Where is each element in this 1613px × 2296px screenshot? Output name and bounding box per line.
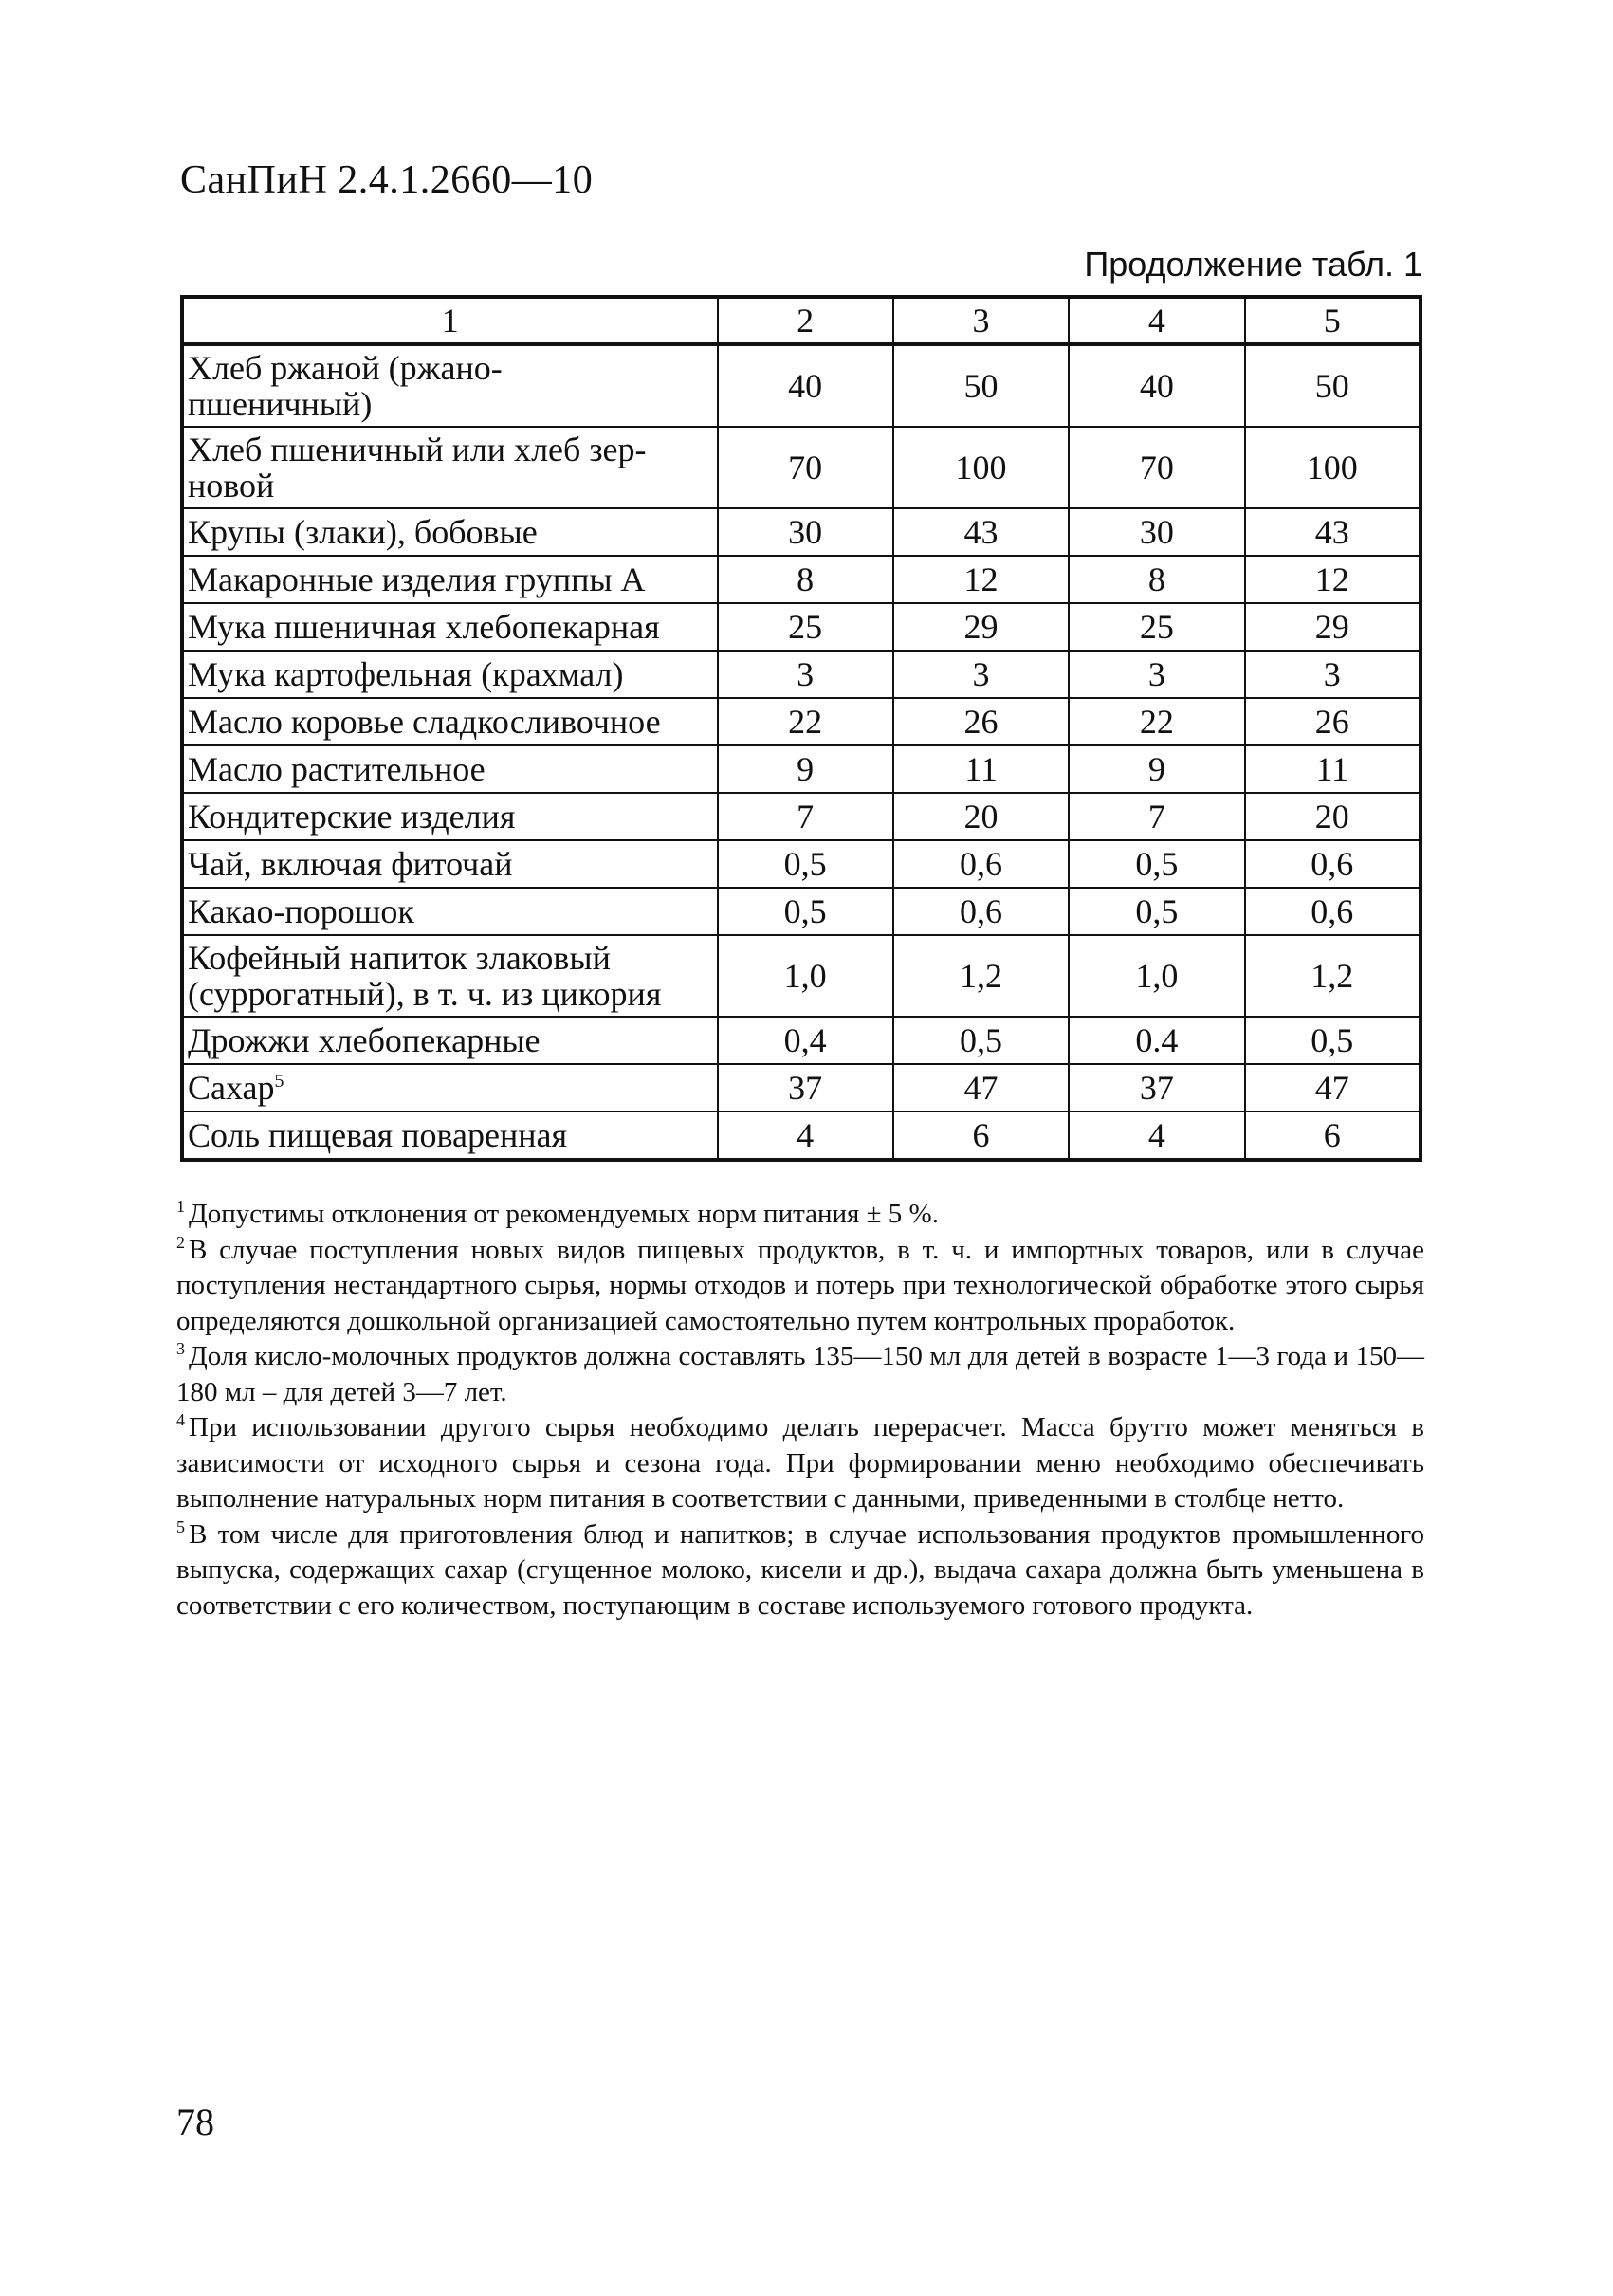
value-cell-col-5: 12 — [1245, 556, 1421, 603]
value-cell-col-3: 12 — [893, 556, 1069, 603]
value-cell-col-4: 22 — [1069, 698, 1244, 745]
footnote — [176, 1410, 1424, 1517]
value-cell-col-5: 43 — [1245, 508, 1421, 556]
value-cell-col-4: 4 — [1069, 1111, 1244, 1160]
value-cell-col-2: 25 — [718, 603, 893, 651]
value-cell-col-5: 47 — [1245, 1064, 1421, 1111]
product-name-line: пшеничный) — [188, 385, 373, 423]
value-cell-col-5: 0,6 — [1245, 840, 1421, 888]
value-cell-col-2: 1,0 — [718, 935, 893, 1017]
footnote-marker: 3 — [176, 1339, 185, 1359]
document-code: СанПиН 2.4.1.2660—10 — [180, 158, 594, 202]
product-name: Масло коровье сладкосливочное — [188, 703, 661, 741]
product-name-cell — [182, 508, 718, 556]
footnote-text: Допустимы отклонения от рекомендуемых норм питания ± 5 %. — [189, 1199, 939, 1229]
value-cell-col-3: 20 — [893, 793, 1069, 840]
table-row — [182, 651, 1421, 698]
page-number: 78 — [176, 2101, 214, 2143]
value-cell-col-5: 100 — [1245, 427, 1421, 508]
product-name: Мука картофельная (крахмал) — [188, 655, 624, 693]
value-cell-col-2: 0,5 — [718, 888, 893, 935]
footnote-marker: 4 — [176, 1410, 185, 1430]
table-row — [182, 793, 1421, 840]
product-name: Чай, включая фиточай — [188, 845, 513, 883]
value-cell-col-4: 9 — [1069, 745, 1244, 793]
product-name: Соль пищевая поваренная — [188, 1116, 568, 1154]
table-row — [182, 508, 1421, 556]
product-name-cell — [182, 698, 718, 745]
footnote — [176, 1517, 1424, 1625]
value-cell-col-3: 0,6 — [893, 840, 1069, 888]
footnote-text: В том числе для приготовления блюд и напитков; в случае использования продуктов промышленного выпуска, содержащих сахар (сгущенное молоко, кисели и др.), выдача сахара должна быть уменьшена в соответствии с его количеством, поступающим в составе используемого готового продукта. — [176, 1518, 1424, 1621]
value-cell-col-4: 0,5 — [1069, 888, 1244, 935]
value-cell-col-2: 70 — [718, 427, 893, 508]
footnote-reference: 5 — [274, 1071, 284, 1092]
column-header-5: 5 — [1245, 297, 1421, 344]
value-cell-col-2: 22 — [718, 698, 893, 745]
product-name-cell — [182, 935, 718, 1017]
table-header-row — [182, 297, 1421, 344]
footnote-marker: 1 — [176, 1197, 185, 1217]
value-cell-col-4: 7 — [1069, 793, 1244, 840]
table-row — [182, 556, 1421, 603]
value-cell-col-4: 3 — [1069, 651, 1244, 698]
table-row — [182, 344, 1421, 427]
value-cell-col-5: 11 — [1245, 745, 1421, 793]
footnote-marker: 2 — [176, 1232, 185, 1252]
product-name-cell — [182, 1064, 718, 1111]
value-cell-col-2: 7 — [718, 793, 893, 840]
table-row — [182, 840, 1421, 888]
footnote-text: При использовании другого сырья необходимо делать перерасчет. Масса брутто может меняться в зависимости от исходного сырья и сезона года. При формировании меню необходимо обеспечивать выполнение натуральных норм питания в соответствии с данными, приведенными в столбце нетто. — [176, 1412, 1424, 1514]
value-cell-col-5: 3 — [1245, 651, 1421, 698]
product-name-cell — [182, 344, 718, 427]
value-cell-col-2: 4 — [718, 1111, 893, 1160]
value-cell-col-4: 40 — [1069, 344, 1244, 427]
product-name-cell — [182, 427, 718, 508]
value-cell-col-4: 30 — [1069, 508, 1244, 556]
product-name-cell — [182, 793, 718, 840]
value-cell-col-5: 50 — [1245, 344, 1421, 427]
value-cell-col-4: 0.4 — [1069, 1017, 1244, 1064]
product-name: Кондитерские изделия — [188, 798, 516, 836]
table-row — [182, 427, 1421, 508]
column-header-3: 3 — [893, 297, 1069, 344]
value-cell-col-4: 8 — [1069, 556, 1244, 603]
value-cell-col-3: 47 — [893, 1064, 1069, 1111]
product-name-cell — [182, 651, 718, 698]
value-cell-col-3: 29 — [893, 603, 1069, 651]
table-body — [182, 297, 1421, 1160]
product-name-line: новой — [188, 467, 275, 505]
footnote-text: Доля кисло-молочных продуктов должна составлять 135—150 мл для детей в возрасте 1—3 года и 150—180 мл – для детей 3—7 лет. — [176, 1341, 1424, 1407]
product-name: Крупы (злаки), бобовые — [188, 513, 538, 551]
value-cell-col-5: 6 — [1245, 1111, 1421, 1160]
product-name: Макаронные изделия группы А — [188, 560, 646, 598]
table-row — [182, 935, 1421, 1017]
product-name-cell — [182, 745, 718, 793]
product-name-cell — [182, 556, 718, 603]
table-row — [182, 603, 1421, 651]
table-row — [182, 1111, 1421, 1160]
value-cell-col-4: 1,0 — [1069, 935, 1244, 1017]
footnote — [176, 1197, 1424, 1233]
value-cell-col-5: 1,2 — [1245, 935, 1421, 1017]
table-row — [182, 745, 1421, 793]
value-cell-col-3: 1,2 — [893, 935, 1069, 1017]
footnotes — [176, 1197, 1424, 1624]
product-name: Сахар — [188, 1069, 275, 1107]
value-cell-col-2: 0,5 — [718, 840, 893, 888]
product-name-cell — [182, 888, 718, 935]
value-cell-col-3: 50 — [893, 344, 1069, 427]
value-cell-col-3: 3 — [893, 651, 1069, 698]
product-name: Какао-порошок — [188, 892, 414, 930]
value-cell-col-5: 0,6 — [1245, 888, 1421, 935]
value-cell-col-5: 20 — [1245, 793, 1421, 840]
product-name-cell — [182, 840, 718, 888]
footnote-marker: 5 — [176, 1516, 185, 1536]
value-cell-col-3: 11 — [893, 745, 1069, 793]
product-name: Дрожжи хлебопекарные — [188, 1021, 541, 1059]
value-cell-col-2: 0,4 — [718, 1017, 893, 1064]
product-name-line: Кофейный напиток злаковый — [188, 939, 611, 977]
value-cell-col-3: 26 — [893, 698, 1069, 745]
product-name: Масло растительное — [188, 750, 486, 788]
value-cell-col-5: 29 — [1245, 603, 1421, 651]
value-cell-col-2: 3 — [718, 651, 893, 698]
value-cell-col-3: 43 — [893, 508, 1069, 556]
value-cell-col-4: 37 — [1069, 1064, 1244, 1111]
product-name-cell — [182, 1111, 718, 1160]
footnote — [176, 1339, 1424, 1410]
value-cell-col-5: 0,5 — [1245, 1017, 1421, 1064]
product-name-line: Хлеб пшеничный или хлеб зер- — [188, 431, 647, 468]
product-name-line: (суррогатный), в т. ч. из цикория — [188, 975, 662, 1013]
product-name-cell — [182, 603, 718, 651]
table-row — [182, 888, 1421, 935]
value-cell-col-5: 26 — [1245, 698, 1421, 745]
table-row — [182, 1064, 1421, 1111]
column-header-2: 2 — [718, 297, 893, 344]
table-row — [182, 1017, 1421, 1064]
product-name: Мука пшеничная хлебопекарная — [188, 608, 660, 646]
value-cell-col-4: 25 — [1069, 603, 1244, 651]
value-cell-col-2: 8 — [718, 556, 893, 603]
nutrition-norms-table — [180, 295, 1422, 1162]
footnote-text: В случае поступления новых видов пищевых продуктов, в т. ч. и импортных товаров, или в случае поступления нестандартного сырья, нормы отходов и потерь при технологической обработке этого сырья определяются дошкольной организацией самостоятельно путем контрольных проработок. — [176, 1234, 1424, 1336]
value-cell-col-3: 6 — [893, 1111, 1069, 1160]
value-cell-col-3: 100 — [893, 427, 1069, 508]
value-cell-col-2: 9 — [718, 745, 893, 793]
value-cell-col-2: 40 — [718, 344, 893, 427]
column-header-1: 1 — [182, 297, 718, 344]
product-name-cell — [182, 1017, 718, 1064]
value-cell-col-2: 30 — [718, 508, 893, 556]
value-cell-col-3: 0,6 — [893, 888, 1069, 935]
value-cell-col-2: 37 — [718, 1064, 893, 1111]
footnote — [176, 1233, 1424, 1340]
value-cell-col-4: 70 — [1069, 427, 1244, 508]
product-name-line: Хлеб ржаной (ржано- — [188, 349, 503, 387]
value-cell-col-4: 0,5 — [1069, 840, 1244, 888]
table-row — [182, 698, 1421, 745]
column-header-4: 4 — [1069, 297, 1244, 344]
table-continuation-label: Продолжение табл. 1 — [1084, 245, 1422, 284]
value-cell-col-3: 0,5 — [893, 1017, 1069, 1064]
